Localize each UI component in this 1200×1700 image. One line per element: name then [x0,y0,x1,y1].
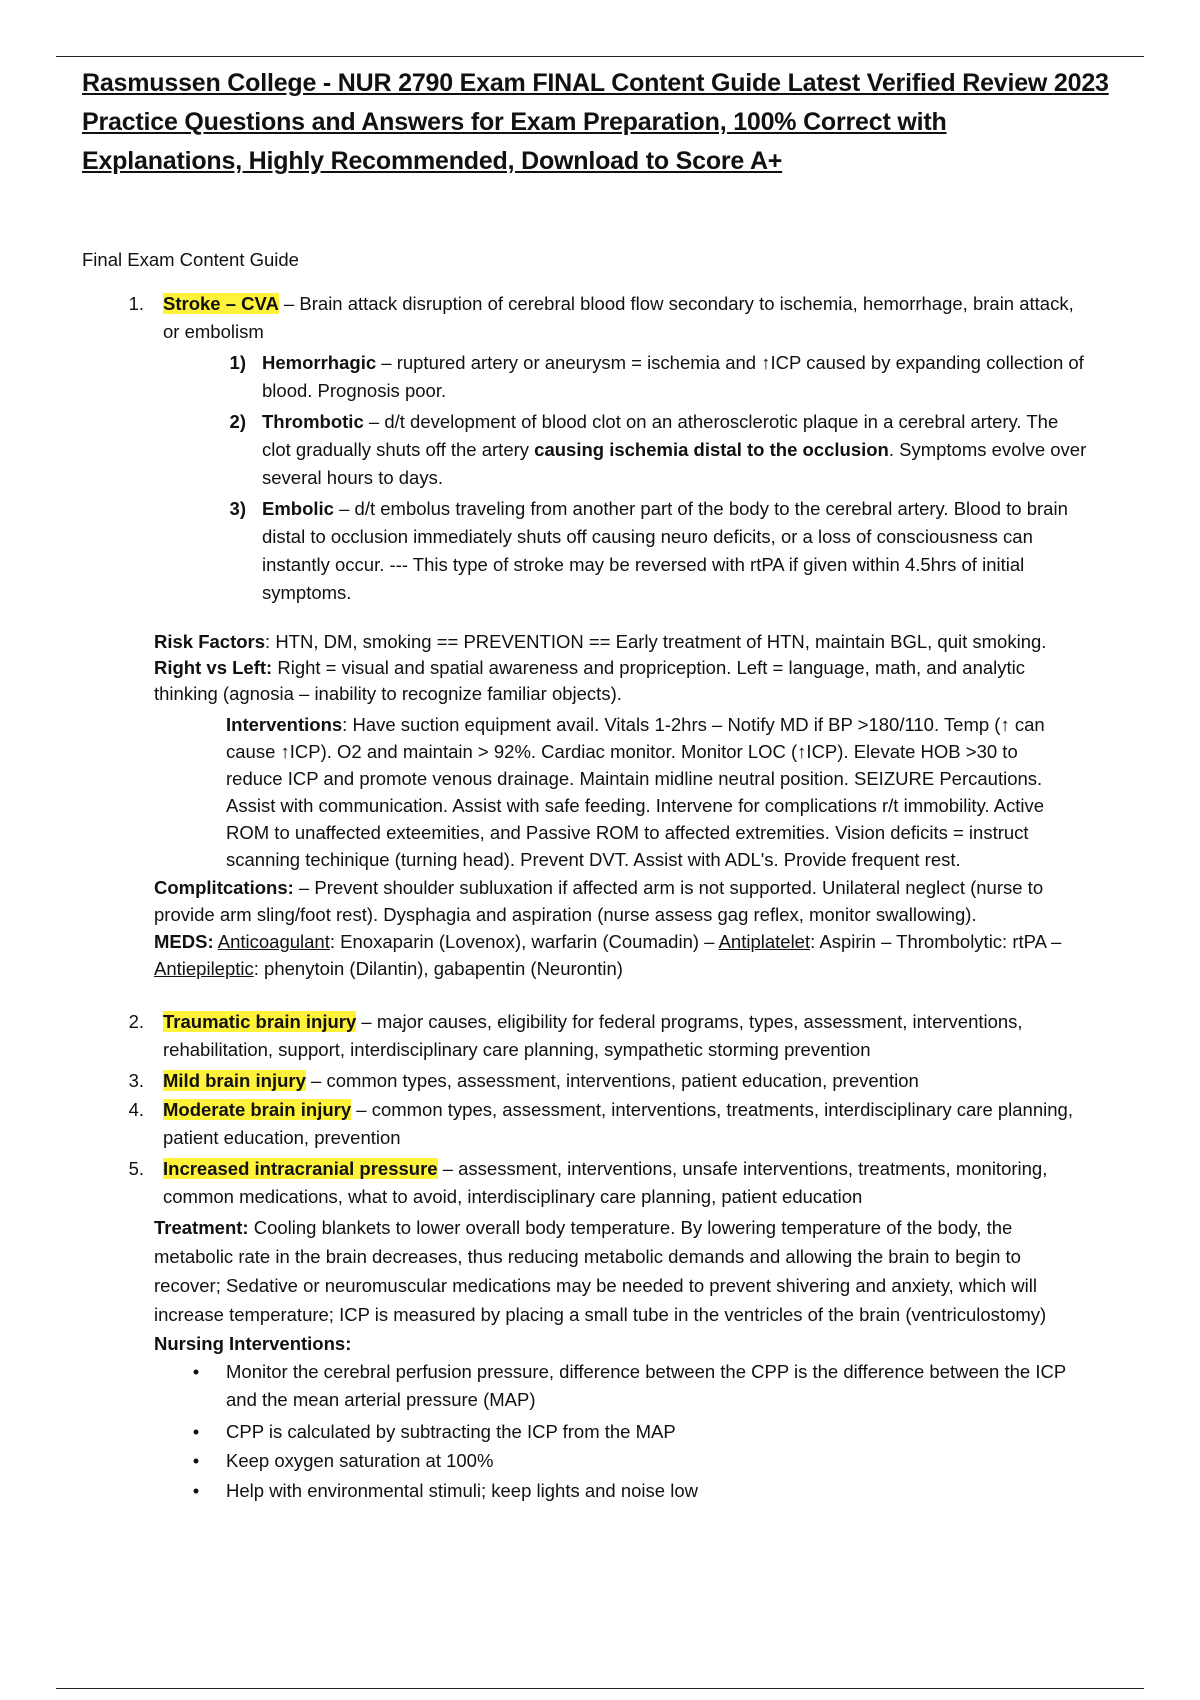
title-line: Practice Questions and Answers for Exam Preparation, 100% Correct with [82,108,947,136]
list-number: 4. [128,1099,144,1120]
bullet-icon: • [192,1421,200,1442]
stroke-type-thrombotic: Thrombotic – d/t development of blood clot on an atherosclerotic plaque in a cerebral artery. The clot gradually shuts off the artery causing ischemia distal to the occlusion. Symptoms evolve over several hours to days. [262,411,1087,488]
stroke-complications-meds: Complitcations: – Prevent shoulder subluxation if affected arm is not supported. Unilateral neglect (nurse to provide arm sling/foot rest). Dysphagia and aspiration (nurse assess gag reflex, monitor swallowing). MEDS: Anticoagulant: Enoxaparin (Lovenox), warfarin (Coumadin) – Antiplatelet: Aspirin – Thrombolytic: rtPA – Antiepileptic: phenytoin (Dilantin), gabapentin (Neurontin) [154,874,1194,982]
stroke-heading: Stroke – CVA [163,293,279,314]
top-rule [56,56,1144,57]
bullet-icon: • [192,1450,200,1471]
list-number: 1. [128,293,144,314]
list-item: Help with environmental stimuli; keep lights and noise low [226,1480,698,1501]
nursing-interventions-heading: Nursing Interventions: [154,1333,352,1354]
complications: Complitcations: – Prevent shoulder subluxation if affected arm is not supported. Unilateral neglect (nurse to [154,877,1044,898]
topic-mild-brain-injury: Mild brain injury – common types, assessment, interventions, patient education, prevention [163,1070,919,1091]
stroke-line-2: or embolism [163,321,264,342]
icp-treatment: Treatment: Cooling blankets to lower overall body temperature. By lowering temperature of the body, the metabolic rate in the brain decreases, thus reducing metabolic demands and allowing the brain to begin to recover; Sedative or neuromuscular medications may be needed to prevent shivering and anxiety, which will increase temperature; ICP is measured by placing a small tube in the ventricles of the brain (ventriculostomy) Nursing Interventions: [154,1213,1194,1358]
list-number: 3) [229,498,246,519]
stroke-line-1: Stroke – CVA – Brain attack disruption of cerebral blood flow secondary to ischemia, hemorrhage, brain attack, [163,293,1074,314]
risk-factors: Risk Factors: HTN, DM, smoking == PREVENTION == Early treatment of HTN, maintain BGL, quit smoking. [154,631,1047,652]
right-vs-left: Right vs Left: Right = visual and spatial awareness and propriception. Left = language, math, and analytic [154,657,1026,678]
document-title [82,64,1182,181]
stroke-type-embolic: Embolic – d/t embolus traveling from another part of the body to the cerebral artery. Blood to brain distal to occlusion immediately shuts off causing neuro deficits, or a loss of consciousness can instantly occur. --- This type of stroke may be reversed with rtPA if given within 4.5hrs of initial symptoms. [262,498,1068,603]
list-number: 2. [128,1011,144,1032]
list-item: Monitor the cerebral perfusion pressure, difference between the CPP is the difference between the ICP and the mean arterial pressure (MAP) [226,1361,1067,1410]
stroke-type-hemorrhagic: Hemorrhagic – ruptured artery or aneurysm = ischemia and ↑ICP caused by expanding collection of blood. Prognosis poor. [262,352,1084,401]
list-number: 2) [229,411,246,432]
bullet-icon: • [192,1480,200,1501]
list-item: CPP is calculated by subtracting the ICP from the MAP [226,1421,676,1442]
stroke-risk-block: Risk Factors: HTN, DM, smoking == PREVENTION == Early treatment of HTN, maintain BGL, quit smoking. Right vs Left: Right = visual and spatial awareness and propriception. Left = language, math, and analytic thinking (agnosia – inability to recognize familiar objects). [154,629,1184,707]
bottom-rule [56,1688,1144,1689]
title-line: Rasmussen College - NUR 2790 Exam FINAL Content Guide Latest Verified Review 2023 [82,69,1109,97]
list-number: 1) [229,352,246,373]
bullet-icon: • [192,1361,200,1382]
subtitle: Final Exam Content Guide [82,249,299,270]
title-line: Explanations, Highly Recommended, Download to Score A+ [82,147,783,175]
topic-traumatic-brain-injury: Traumatic brain injury – major causes, eligibility for federal programs, types, assessment, interventions, rehabilitation, support, interdisciplinary care planning, sympathetic storming prevention [163,1011,1023,1060]
stroke-interventions: Interventions: Have suction equipment avail. Vitals 1-2hrs – Notify MD if BP >180/110. Temp (↑ can cause ↑ICP). O2 and maintain > 92%. Cardiac monitor. Monitor LOC (↑ICP). Elevate HOB >30 to reduce ICP and promote venous drainage. Maintain midline neutral position. SEIZURE Percautions. Assist with communication. Assist with safe feeding. Intervene for complications r/t immobility. Active ROM to unaffected exteemities, and Passive ROM to affected extremities. Vision deficits = instruct scanning techinique (turning head). Prevent DVT. Assist with ADL's. Provide frequent rest. [226,714,1045,870]
list-item: Keep oxygen saturation at 100% [226,1450,494,1471]
list-number: 3. [128,1070,144,1091]
topic-moderate-brain-injury: Moderate brain injury – common types, assessment, interventions, treatments, interdisciplinary care planning, patient education, prevention [163,1099,1073,1148]
meds: MEDS: Anticoagulant: Enoxaparin (Lovenox), warfarin (Coumadin) – Antiplatelet: Aspirin – Thrombolytic: rtPA – [154,931,1062,952]
topic-increased-icp: Increased intracranial pressure – assessment, interventions, unsafe interventions, treatments, monitoring, common medications, what to avoid, interdisciplinary care planning, patient education [163,1158,1048,1207]
list-number: 5. [128,1158,144,1179]
